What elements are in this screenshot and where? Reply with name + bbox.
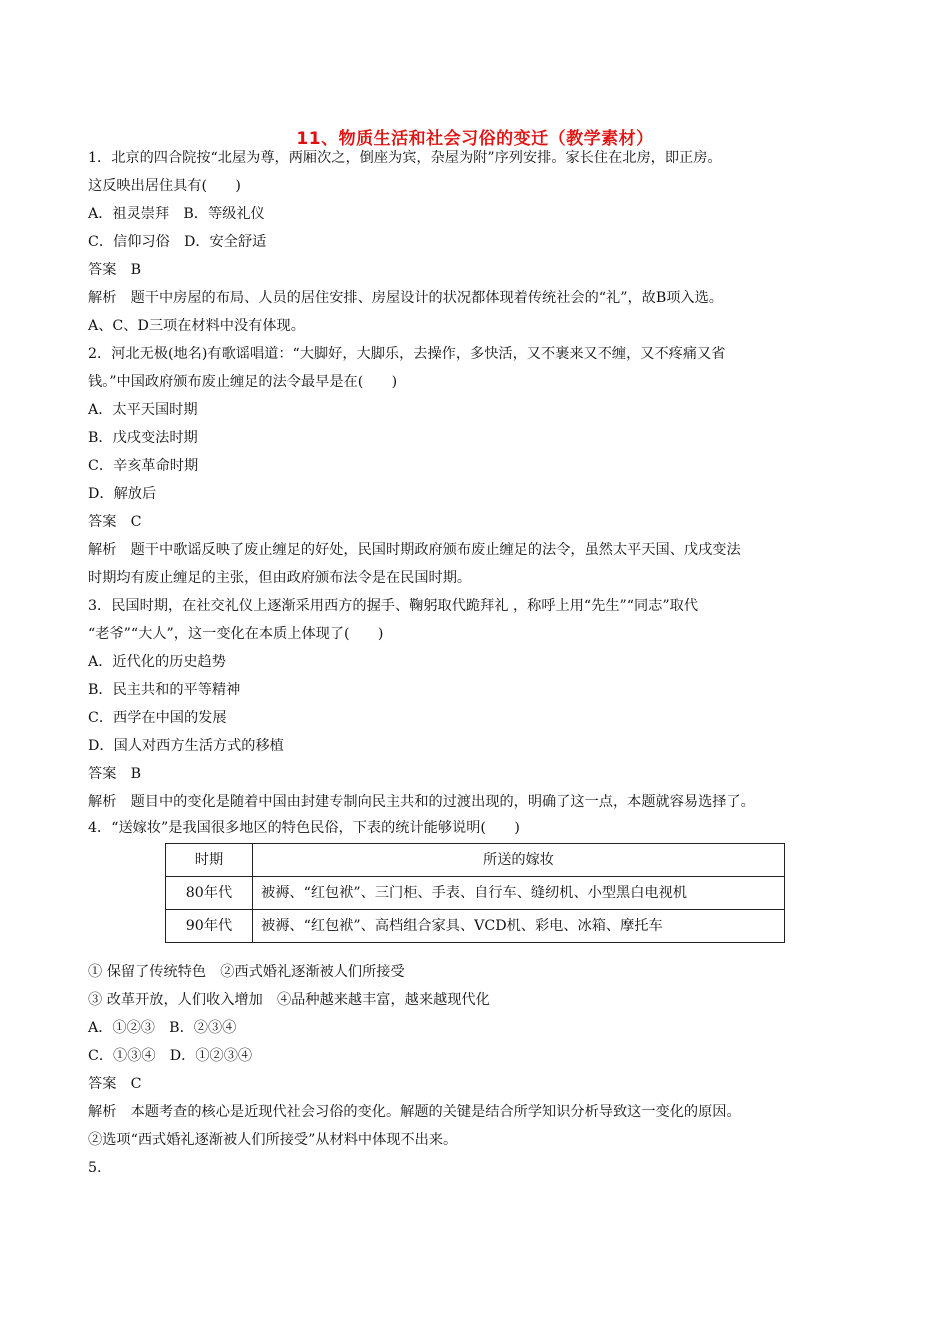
q4-statements-34: ③ 改革开放，人们收入增加 ④品种越来越丰富，越来越现代化 bbox=[88, 992, 490, 1008]
q3-option-d: D．国人对西方生活方式的移植 bbox=[88, 738, 284, 754]
q4-options-ab: A．①②③ B．②③④ bbox=[88, 1020, 237, 1036]
q1-answer: 答案 B bbox=[88, 262, 141, 278]
q4-options-cd: C．①③④ D．①②③④ bbox=[88, 1048, 253, 1064]
table-cell-dowry: 被褥、“红包袱”、高档组合家具、VCD机、彩电、冰箱、摩托车 bbox=[253, 910, 785, 943]
q2-analysis-cont: 时期均有废止缠足的主张，但由政府颁布法令是在民国时期。 bbox=[88, 570, 472, 586]
q3-analysis: 解析 题目中的变化是随着中国由封建专制向民主共和的过渡出现的，明确了这一点，本题就容易选择了。 bbox=[88, 794, 755, 810]
table-cell-period: 80年代 bbox=[166, 877, 253, 910]
q4-analysis-cont: ②选项“西式婚礼逐渐被人们所接受”从材料中体现不出来。 bbox=[88, 1132, 458, 1148]
q4-answer: 答案 C bbox=[88, 1076, 142, 1092]
table-cell-period: 90年代 bbox=[166, 910, 253, 943]
q3-option-b: B．民主共和的平等精神 bbox=[88, 682, 241, 698]
q2-analysis: 解析 题干中歌谣反映了废止缠足的好处，民国时期政府颁布废止缠足的法令，虽然太平天国、戊戌变法 bbox=[88, 542, 741, 558]
q1-analysis-cont: A、C、D三项在材料中没有体现。 bbox=[88, 318, 305, 334]
q1-analysis: 解析 题干中房屋的布局、人员的居住安排、房屋设计的状况都体现着传统社会的“礼”，故B项入选。 bbox=[88, 290, 723, 306]
table-header-cell: 时期 bbox=[166, 844, 253, 877]
q5-number: 5. bbox=[88, 1160, 102, 1176]
table-row bbox=[166, 877, 785, 910]
table-cell-dowry: 被褥、“红包袱”、三门柜、手表、自行车、缝纫机、小型黑白电视机 bbox=[253, 877, 785, 910]
q1-options-ab: A．祖灵崇拜 B．等级礼仪 bbox=[88, 206, 265, 222]
q3-stem-cont: “老爷”“大人”，这一变化在本质上体现了( ) bbox=[88, 626, 384, 642]
q2-answer: 答案 C bbox=[88, 514, 142, 530]
q2-option-d: D．解放后 bbox=[88, 486, 157, 502]
q3-answer: 答案 B bbox=[88, 766, 141, 782]
table-row bbox=[166, 910, 785, 943]
q4-stem: 4．“送嫁妆”是我国很多地区的特色民俗，下表的统计能够说明( ) bbox=[88, 820, 520, 836]
q2-stem-cont: 钱。”中国政府颁布废止缠足的法令最早是在( ) bbox=[88, 374, 398, 390]
dowry-table bbox=[165, 843, 785, 943]
q3-stem: 3．民国时期，在社交礼仪上逐渐采用西方的握手、鞠躬取代跪拜礼 ，称呼上用“先生”“同志”取代 bbox=[88, 598, 699, 614]
q1-stem: 1．北京的四合院按“北屋为尊，两厢次之，倒座为宾，杂屋为附”序列安排。家长住在北房，即正房。 bbox=[88, 150, 722, 166]
q2-stem: 2．河北无极(地名)有歌谣唱道：“大脚好，大脚乐，去操作，多快活，又不裹来又不缠，又不疼痛又省 bbox=[88, 346, 726, 362]
q2-option-b: B．戊戌变法时期 bbox=[88, 430, 198, 446]
q3-option-c: C．西学在中国的发展 bbox=[88, 710, 227, 726]
q1-options-cd: C．信仰习俗 D．安全舒适 bbox=[88, 234, 267, 250]
q4-analysis: 解析 本题考查的核心是近现代社会习俗的变化。解题的关键是结合所学知识分析导致这一变化的原因。 bbox=[88, 1104, 741, 1120]
document-title: 11、物质生活和社会习俗的变迁（教学素材） bbox=[296, 129, 654, 149]
q2-option-c: C．辛亥革命时期 bbox=[88, 458, 199, 474]
q2-option-a: A．太平天国时期 bbox=[88, 402, 198, 418]
table-header-cell: 所送的嫁妆 bbox=[253, 844, 785, 877]
q3-option-a: A．近代化的历史趋势 bbox=[88, 654, 226, 670]
q4-statements-12: ① 保留了传统特色 ②西式婚礼逐渐被人们所接受 bbox=[88, 964, 405, 980]
q1-stem-cont: 这反映出居住具有( ) bbox=[88, 178, 241, 194]
table-header-row bbox=[166, 844, 785, 877]
